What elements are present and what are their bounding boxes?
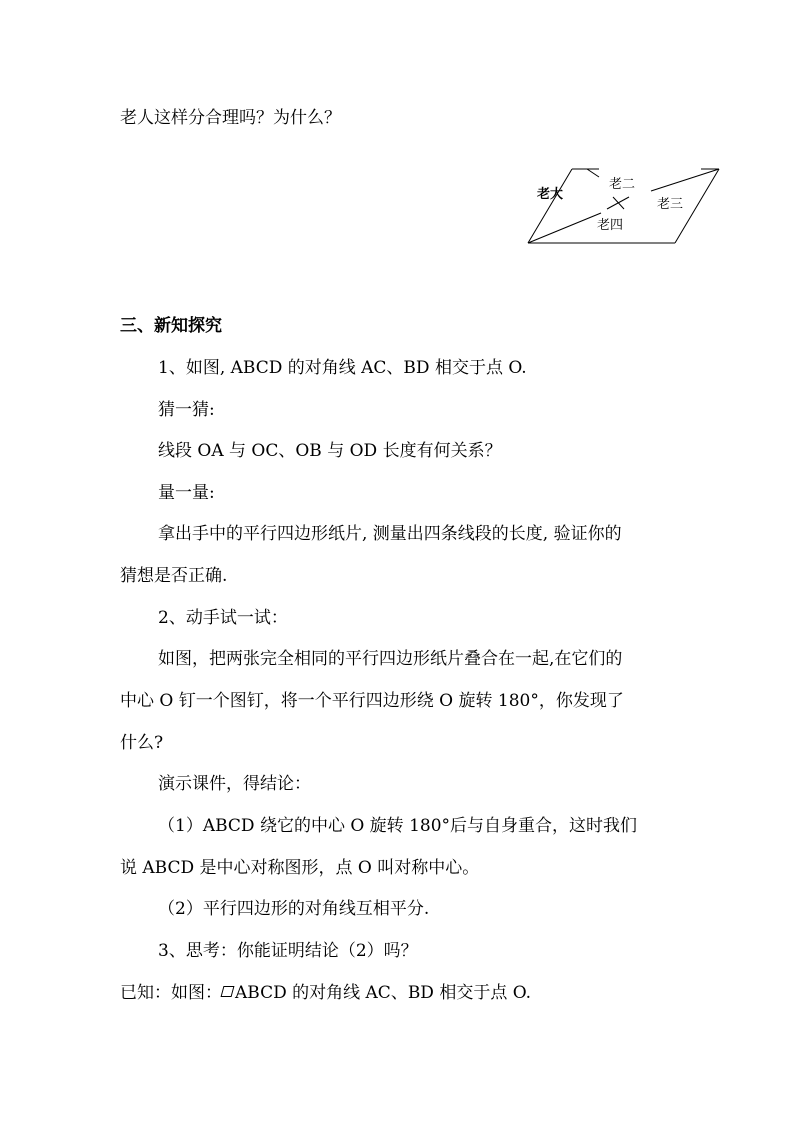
question-line: 老人这样分合理吗？为什么？ — [120, 108, 341, 128]
conclusion1-line1: （1）ABCD 绕它的中心 O 旋转 180°后与自身重合，这时我们 — [158, 816, 638, 836]
conclusion2-line: （2）平行四边形的对角线互相平分. — [158, 899, 430, 919]
label-fourth: 老四 — [597, 218, 624, 233]
item2-text-2: 中心 O 钉一个图钉，将一个平行四边形绕 O 旋转 180°，你发现了 — [120, 691, 624, 711]
label-eldest: 老大 — [537, 187, 564, 202]
center-stroke-2 — [613, 197, 624, 209]
label-second: 老二 — [609, 177, 636, 192]
item3-title: 3、思考：你能证明结论（2）吗？ — [158, 941, 418, 961]
parallelogram-symbol-icon — [221, 986, 235, 997]
known-text: ABCD 的对角线 AC、BD 相交于点 O. — [235, 983, 532, 1003]
parallelogram-figure — [525, 165, 725, 250]
guess-text: 线段 OA 与 OC、OB 与 OD 长度有何关系？ — [158, 441, 502, 461]
diagonal-upper — [651, 169, 719, 191]
section-heading: 三、新知探究 — [120, 316, 222, 336]
conclusion1-line2: 说 ABCD 是中心对称图形，点 O 叫对称中心。 — [120, 858, 480, 878]
demo-line: 演示课件，得结论： — [158, 774, 311, 794]
known-line — [120, 982, 531, 1004]
item2-title: 2、动手试一试： — [158, 608, 288, 628]
measure-text-2: 猜想是否正确. — [120, 566, 228, 586]
measure-text-1: 拿出手中的平行四边形纸片, 测量出四条线段的长度, 验证你的 — [158, 524, 622, 544]
known-prefix: 已知：如图： — [120, 983, 222, 1003]
left-edge — [528, 169, 572, 243]
label-third: 老三 — [657, 197, 684, 212]
top-left-tick — [587, 169, 599, 177]
guess-label: 猜一猜: — [158, 400, 215, 420]
item2-text-1: 如图，把两张完全相同的平行四边形纸片叠合在一起,在它们的 — [158, 649, 623, 669]
item2-text-3: 什么? — [120, 733, 164, 753]
diagonal-lower — [528, 213, 601, 243]
measure-label: 量一量: — [158, 483, 215, 503]
item1-intro: 1、如图, ABCD 的对角线 AC、BD 相交于点 O. — [158, 358, 527, 378]
